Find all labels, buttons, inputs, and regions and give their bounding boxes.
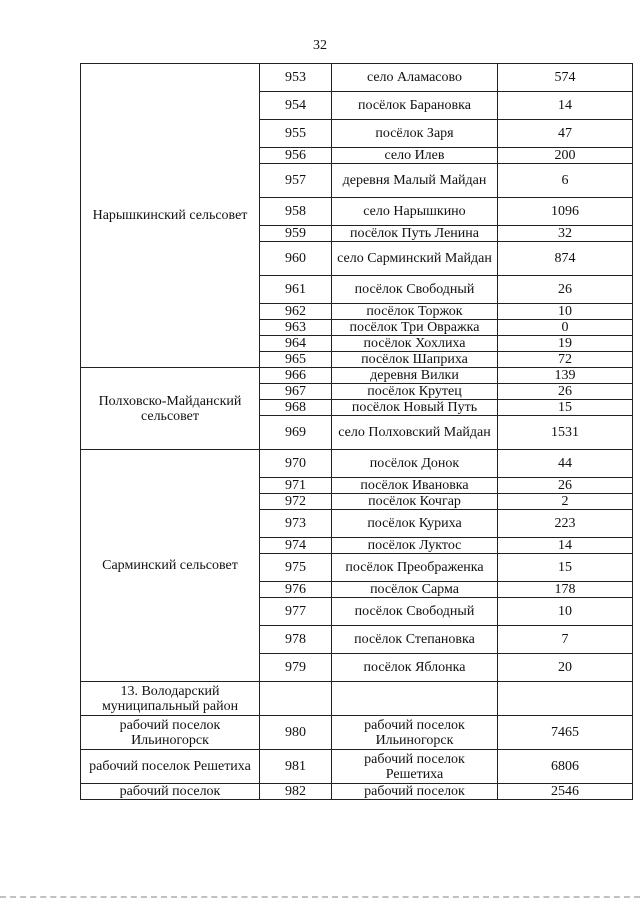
- row-number-cell: 978: [260, 626, 332, 654]
- table-row: [81, 64, 633, 92]
- settlement-name-cell: посёлок Три Овражка: [332, 320, 498, 336]
- population-cell: 26: [498, 276, 633, 304]
- row-number-cell: 977: [260, 598, 332, 626]
- row-number-cell: 958: [260, 198, 332, 226]
- population-cell: 15: [498, 554, 633, 582]
- population-cell: 72: [498, 352, 633, 368]
- settlement-name-cell: село Нарышкино: [332, 198, 498, 226]
- settlement-population-table: [80, 63, 633, 800]
- settlement-name-cell: село Сарминский Майдан: [332, 242, 498, 276]
- municipality-name-cell: Сарминский сельсовет: [81, 450, 260, 682]
- population-cell: 7: [498, 626, 633, 654]
- row-number-cell: 965: [260, 352, 332, 368]
- settlement-name-cell: посёлок Хохлиха: [332, 336, 498, 352]
- population-cell: 14: [498, 92, 633, 120]
- population-cell: 1096: [498, 198, 633, 226]
- population-cell: 14: [498, 538, 633, 554]
- population-cell: 874: [498, 242, 633, 276]
- row-number-cell: 980: [260, 716, 332, 750]
- population-cell: 6806: [498, 750, 633, 784]
- population-cell: 1531: [498, 416, 633, 450]
- settlement-name-cell: посёлок Шаприха: [332, 352, 498, 368]
- row-number-cell: 966: [260, 368, 332, 384]
- row-number-cell: 981: [260, 750, 332, 784]
- row-number-cell: 960: [260, 242, 332, 276]
- population-cell: 7465: [498, 716, 633, 750]
- population-cell: 26: [498, 384, 633, 400]
- table-row: [81, 784, 633, 800]
- row-number-cell: 967: [260, 384, 332, 400]
- settlement-name-cell: посёлок Торжок: [332, 304, 498, 320]
- row-number-cell: 953: [260, 64, 332, 92]
- settlement-name-cell: рабочий поселок Ильиногорск: [332, 716, 498, 750]
- row-number-cell: 957: [260, 164, 332, 198]
- settlement-name-cell: село Илев: [332, 148, 498, 164]
- empty-cell: [332, 682, 498, 716]
- settlement-name-cell: посёлок Степановка: [332, 626, 498, 654]
- settlement-name-cell: посёлок Кочгар: [332, 494, 498, 510]
- settlement-name-cell: посёлок Донок: [332, 450, 498, 478]
- municipality-name-cell: рабочий поселок Ильиногорск: [81, 716, 260, 750]
- table-row: [81, 750, 633, 784]
- settlement-name-cell: рабочий поселок Решетиха: [332, 750, 498, 784]
- settlement-name-cell: деревня Малый Майдан: [332, 164, 498, 198]
- municipality-name-cell: Нарышкинский сельсовет: [81, 64, 260, 368]
- settlement-name-cell: село Аламасово: [332, 64, 498, 92]
- settlement-name-cell: посёлок Куриха: [332, 510, 498, 538]
- population-cell: 6: [498, 164, 633, 198]
- row-number-cell: 959: [260, 226, 332, 242]
- row-number-cell: 973: [260, 510, 332, 538]
- row-number-cell: 969: [260, 416, 332, 450]
- population-cell: 32: [498, 226, 633, 242]
- page-number: 32: [313, 38, 327, 53]
- empty-cell: [498, 682, 633, 716]
- population-cell: 223: [498, 510, 633, 538]
- district-header-cell: 13. Володарский муниципальный район: [81, 682, 260, 716]
- population-cell: 44: [498, 450, 633, 478]
- settlement-name-cell: посёлок Новый Путь: [332, 400, 498, 416]
- settlement-name-cell: деревня Вилки: [332, 368, 498, 384]
- settlement-name-cell: село Полховский Майдан: [332, 416, 498, 450]
- population-cell: 26: [498, 478, 633, 494]
- row-number-cell: 963: [260, 320, 332, 336]
- settlement-name-cell: посёлок Преображенка: [332, 554, 498, 582]
- settlement-name-cell: посёлок Свободный: [332, 598, 498, 626]
- population-cell: 200: [498, 148, 633, 164]
- population-cell: 15: [498, 400, 633, 416]
- row-number-cell: 979: [260, 654, 332, 682]
- settlement-name-cell: посёлок Сарма: [332, 582, 498, 598]
- table-row: [81, 716, 633, 750]
- row-number-cell: 976: [260, 582, 332, 598]
- population-cell: 2: [498, 494, 633, 510]
- settlement-name-cell: посёлок Заря: [332, 120, 498, 148]
- settlement-name-cell: посёлок Луктос: [332, 538, 498, 554]
- row-number-cell: 956: [260, 148, 332, 164]
- population-cell: 20: [498, 654, 633, 682]
- row-number-cell: 962: [260, 304, 332, 320]
- district-header-row: [81, 682, 633, 716]
- population-cell: 10: [498, 598, 633, 626]
- population-cell: 47: [498, 120, 633, 148]
- settlement-name-cell: посёлок Путь Ленина: [332, 226, 498, 242]
- row-number-cell: 954: [260, 92, 332, 120]
- settlement-name-cell: посёлок Барановка: [332, 92, 498, 120]
- row-number-cell: 972: [260, 494, 332, 510]
- empty-cell: [260, 682, 332, 716]
- row-number-cell: 982: [260, 784, 332, 800]
- table-row: [81, 450, 633, 478]
- population-cell: 574: [498, 64, 633, 92]
- settlement-name-cell: посёлок Яблонка: [332, 654, 498, 682]
- population-cell: 2546: [498, 784, 633, 800]
- row-number-cell: 975: [260, 554, 332, 582]
- table-row: [81, 368, 633, 384]
- row-number-cell: 964: [260, 336, 332, 352]
- scan-edge-artifact: [0, 896, 640, 901]
- settlement-name-cell: посёлок Ивановка: [332, 478, 498, 494]
- settlement-name-cell: посёлок Крутец: [332, 384, 498, 400]
- row-number-cell: 955: [260, 120, 332, 148]
- population-cell: 178: [498, 582, 633, 598]
- row-number-cell: 968: [260, 400, 332, 416]
- settlement-name-cell: рабочий поселок: [332, 784, 498, 800]
- settlement-name-cell: посёлок Свободный: [332, 276, 498, 304]
- row-number-cell: 961: [260, 276, 332, 304]
- row-number-cell: 974: [260, 538, 332, 554]
- population-cell: 10: [498, 304, 633, 320]
- municipality-name-cell: рабочий поселок Решетиха: [81, 750, 260, 784]
- municipality-name-cell: рабочий поселок: [81, 784, 260, 800]
- row-number-cell: 971: [260, 478, 332, 494]
- population-cell: 139: [498, 368, 633, 384]
- municipality-name-cell: Полховско-Майданский сельсовет: [81, 368, 260, 450]
- population-cell: 0: [498, 320, 633, 336]
- row-number-cell: 970: [260, 450, 332, 478]
- population-cell: 19: [498, 336, 633, 352]
